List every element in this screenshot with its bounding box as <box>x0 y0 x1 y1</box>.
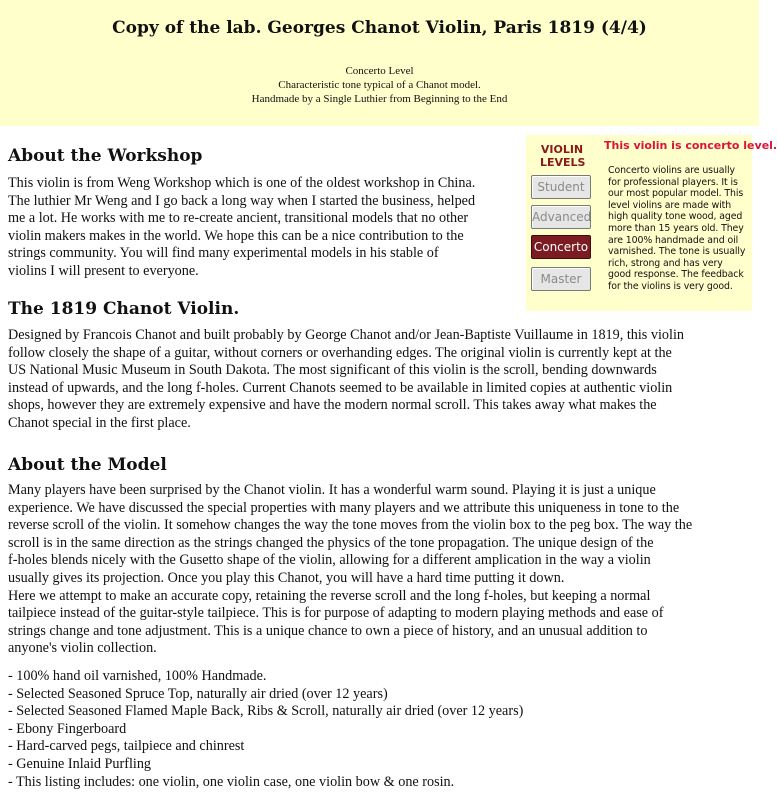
levels-heading: VIOLIN LEVELS <box>540 143 586 169</box>
list-item: - Ebony Fingerboard <box>8 720 127 737</box>
heading-about-model: About the Model <box>8 455 167 475</box>
list-item: - Selected Seasoned Flamed Maple Back, Ribs & Scroll, naturally air dried (over 12 years) <box>8 703 524 720</box>
feature-list <box>8 668 523 791</box>
level-title: This violin is concerto level. <box>604 139 777 152</box>
list-item: - Selected Seasoned Spruce Top, naturally air dried (over 12 years) <box>8 685 388 702</box>
level-description: Concerto violins are usually for professional players. It is our most popular model. This level violins are made with high quality tone wood, aged more than 15 years old. They are 100% handmade and oil varnished. The tone is usually rich, strong and has very good response. The feedback for the violins is very good. <box>608 165 746 292</box>
paragraph-chanot-violin: Designed by Francois Chanot and built probably by George Chanot and/or Jean-Baptiste Vuillaume in 1819, this violin follow closely the shape of a guitar, without corners or overhanding edges. The original violin is currently kept at the US National Music Museum in South Dakota. The most significant of this violin is the scroll, bending downwards instead of upwards, and the long f-holes. Current Chanots seemed to be available in limited copies at authentic violin shops, however they are extremely expensive and have the modern normal scroll. This takes away what makes the Chanot special in the first place. <box>8 327 684 431</box>
list-item: - 100% hand oil varnished, 100% Handmade. <box>8 668 267 684</box>
page-title: Copy of the lab. Georges Chanot Violin, Paris 1819 (4/4) <box>112 18 647 38</box>
level-button-master[interactable]: Master <box>531 267 591 291</box>
level-button-advanced[interactable]: Advanced <box>531 205 591 229</box>
list-item: - This listing includes: one violin, one violin case, one violin bow & one rosin. <box>8 773 455 790</box>
list-item: - Genuine Inlaid Purfling <box>8 755 152 772</box>
paragraph-about-workshop: This violin is from Weng Workshop which is one of the oldest workshop in China. The luthier Mr Weng and I go back a long way when I started the business, helped me a lot. He works with me to re-create ancient, transitional models that no other violin makers makes in the world. We hope this can be a nice contribution to the strings community. You will find many experimental models in his stable of violins I will present to everyone. <box>8 175 476 279</box>
paragraph-about-model: Many players have been surprised by the Chanot violin. It has a wonderful warm sound. Playing it is just a unique experience. We have discussed the special properties with many players and we attribute this uniqueness in tone to the reverse scroll of the violin. It somehow changes the way the tone moves from the violin box to the peg box. The way the scroll is in the same direction as the strings changed the physics of the tone propagation. The unique design of the f-holes blends nicely with the Gusetto shape of the violin, allowing for a different amplication in the way a violin usually gives its projection. Once you play this Chanot, you will have a hard time putting it down. Here we attempt to make an accurate copy, retaining the reverse scroll and the long f-holes, but keeping a normal tailpiece instead of the guitar-style tailpiece. This is for purpose of adapting to modern playing methods and ease of strings change and tone adjustment. This is a unique chance to own a piece of history, and an unusual addition to anyone's violin collection. <box>8 482 693 657</box>
heading-chanot-violin: The 1819 Chanot Violin. <box>8 299 240 319</box>
violin-levels-panel <box>526 135 777 311</box>
heading-about-workshop: About the Workshop <box>8 146 203 166</box>
level-button-concerto[interactable]: Concerto <box>531 235 591 259</box>
subtitle-handmade: Handmade by a Single Luthier from Beginning to the End <box>251 93 508 105</box>
list-item: - Hard-carved pegs, tailpiece and chinrest <box>8 738 245 755</box>
subtitle-level: Concerto Level <box>345 65 414 77</box>
subtitle-tone: Characteristic tone typical of a Chanot model. <box>278 79 481 91</box>
page-header <box>0 0 759 126</box>
level-button-student[interactable]: Student <box>531 175 591 199</box>
